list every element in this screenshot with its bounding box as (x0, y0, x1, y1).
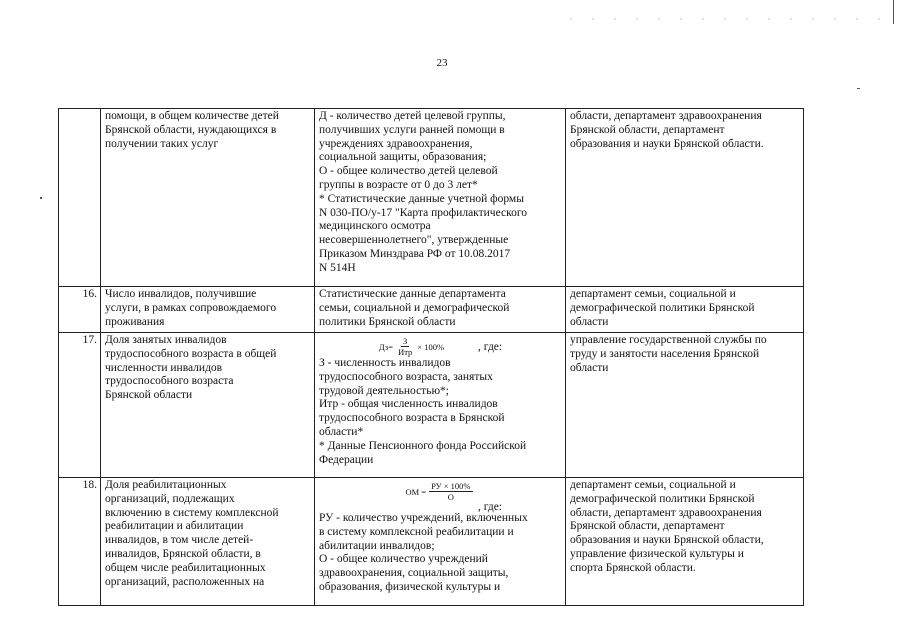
text-line: группы в возрасте от 0 до 3 лет* (319, 178, 478, 191)
text-line: спорта Брянской области. (570, 561, 696, 574)
text-line: Статистические данные департамента (319, 288, 506, 300)
text-line: численности инвалидов (105, 361, 223, 374)
responsible-cell (566, 333, 804, 478)
text-line: проживания (105, 315, 165, 328)
text-line: образования и науки Брянской области. (570, 137, 764, 150)
text-line: * Статистические данные учетной формы (319, 192, 524, 205)
text-line: образования, физической культуры и (319, 580, 501, 593)
text-line: Брянской области, департамент (570, 520, 725, 533)
formula-denominator: О (447, 492, 454, 502)
text-line: трудовой деятельностью*; (319, 384, 449, 397)
text-line: Доля реабилитационных (105, 479, 227, 491)
text-line: инвалидов, Брянской области, в (105, 547, 261, 560)
text-line: организаций, подлежащих (105, 492, 235, 505)
text-line: получивших услуги ранней помощи в (319, 123, 505, 136)
text-line: демографической политики Брянской (570, 492, 755, 505)
text-line: N 030-ПО/у-17 "Карта профилактического (319, 206, 528, 219)
text-line: демографической политики Брянской (570, 301, 755, 314)
indicator-cell (101, 109, 315, 287)
text-line: включению в систему комплексной (105, 506, 279, 519)
indicator-cell (101, 287, 315, 333)
text-line: инвалидов, в том числе детей- (105, 534, 254, 547)
row-number: 17. (59, 333, 101, 478)
formula-multiplier: × 100% (417, 341, 445, 352)
text-line: Число инвалидов, получившие (105, 288, 257, 300)
formula-numerator: РУ × 100% (431, 481, 471, 491)
scan-mark-dot (40, 197, 42, 199)
text-line: Доля занятых инвалидов (105, 334, 227, 346)
text-line: трудоспособного возраста в Брянской (319, 412, 505, 425)
indicator-cell (101, 333, 315, 478)
formula-suffix: , где: (478, 340, 503, 353)
text-line: общем числе реабилитационных (105, 561, 266, 574)
page-number: 23 (436, 57, 448, 69)
text-line: здравоохранения, социальной защиты, (319, 567, 509, 580)
text-line: Брянской области, департамент (570, 123, 725, 136)
text-line: трудоспособного возраста в общей (105, 347, 277, 360)
text-line: области (570, 361, 609, 374)
text-line: управление государственной службы по (570, 334, 767, 346)
table-row (59, 478, 804, 606)
formula-lhs: Дз= (378, 341, 394, 352)
text-line: области, департамент здравоохранения (570, 110, 762, 122)
formula-fraction (429, 481, 472, 502)
formula (319, 334, 562, 357)
text-line: О - общее количество детей целевой (319, 165, 498, 178)
text-line: Д - количество детей целевой группы, (319, 110, 506, 122)
text-line: департамент семьи, социальной и (570, 479, 736, 491)
text-line: медицинского осмотра (319, 220, 431, 233)
text-line: социальной защиты, образования; (319, 151, 487, 164)
text-line: организаций, расположенных на (105, 575, 265, 588)
text-line: РУ - количество учреждений, включенных (319, 512, 528, 524)
method-cell (315, 478, 566, 606)
text-line: учреждениях здравоохранения, (319, 137, 473, 150)
text-line: абилитации инвалидов; (319, 539, 435, 552)
formula-denominator: Итр (398, 347, 413, 357)
responsible-cell (566, 287, 804, 333)
scan-mark-right-bar (893, 0, 894, 24)
text-line: Брянской области (105, 389, 193, 402)
text-line: трудоспособного возраста (105, 375, 234, 388)
scan-noise-dots (560, 18, 890, 20)
text-line: области* (319, 425, 364, 438)
method-cell (315, 109, 566, 287)
text-line: Приказом Минздрава РФ от 10.08.2017 (319, 247, 511, 260)
row-number: 16. (59, 287, 101, 333)
scan-mark-dash (857, 88, 860, 89)
row-number (59, 109, 101, 287)
method-cell (315, 287, 566, 333)
text-line: реабилитации и абилитации (105, 520, 244, 533)
responsible-cell (566, 109, 804, 287)
text-line: политики Брянской области (319, 315, 456, 328)
text-line: * Данные Пенсионного фонда Российской (319, 439, 527, 452)
text-line: Брянской области, нуждающихся в (105, 123, 277, 136)
text-line: трудоспособного возраста, занятых (319, 370, 493, 383)
formula-numerator: З (403, 336, 408, 346)
method-cell (315, 333, 566, 478)
text-line: области, департамент здравоохранения (570, 506, 762, 519)
text-line: Федерации (319, 453, 374, 466)
table-row-continuation (59, 109, 804, 287)
formula (319, 479, 562, 502)
text-line: департамент семьи, социальной и (570, 288, 736, 300)
text-line: услуги, в рамках сопровождаемого (105, 301, 277, 314)
text-line: в систему комплексной реабилитации и (319, 525, 514, 538)
text-line: образования и науки Брянской области, (570, 534, 764, 547)
text-line: управление физической культуры и (570, 547, 744, 560)
text-line: О - общее количество учреждений (319, 553, 488, 566)
table-row (59, 333, 804, 478)
text-line: семьи, социальной и демографической (319, 301, 510, 314)
text-line: труду и занятости населения Брянской (570, 347, 760, 360)
responsible-cell (566, 478, 804, 606)
formula-fraction (396, 336, 414, 357)
formula-lhs: ОМ = (405, 486, 427, 497)
text-line: З - численность инвалидов (319, 357, 451, 369)
text-line: несовершеннолетнего", утвержденные (319, 234, 509, 247)
indicator-cell (101, 478, 315, 606)
text-line: помощи, в общем количестве детей (105, 110, 279, 122)
text-line: Итр - общая численность инвалидов (319, 398, 498, 411)
formula-suffix: , где: (477, 501, 502, 513)
table-row (59, 287, 804, 333)
text-line: получении таких услуг (105, 137, 219, 150)
text-line: N 514Н (319, 261, 356, 274)
text-line: области (570, 315, 609, 328)
indicators-table (58, 108, 804, 606)
formula-suffix-line (319, 502, 562, 512)
row-number: 18. (59, 478, 101, 606)
